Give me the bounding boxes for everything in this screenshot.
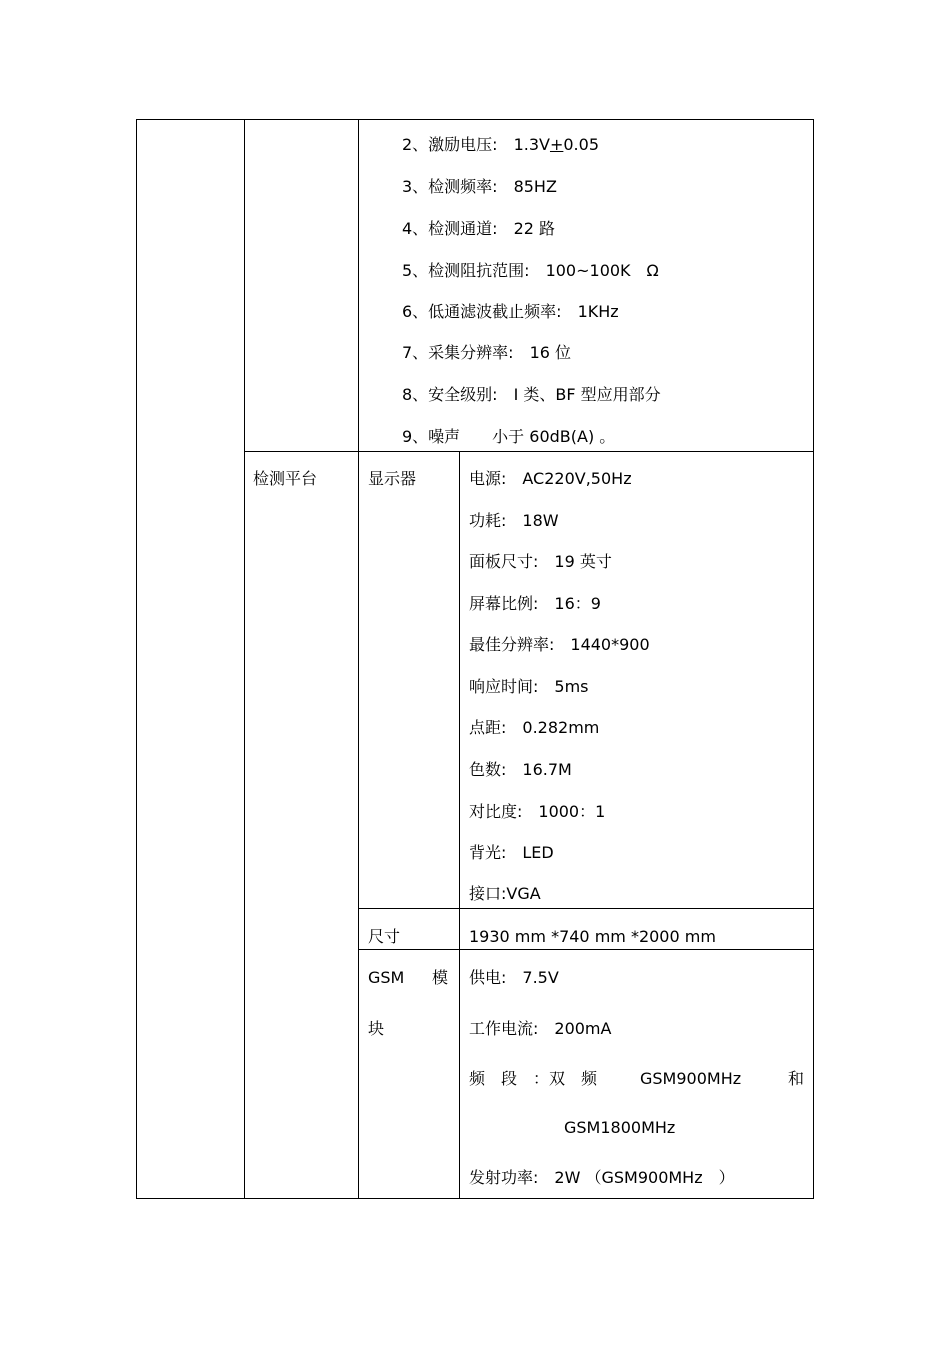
col-divider-1 [244,119,245,1199]
spec-detection-frequency: 3、检测频率: 85HZ [402,177,557,196]
size-value: 1930 mm *740 mm *2000 mm [469,927,716,946]
size-label: 尺寸 [368,927,401,946]
col-divider-2 [358,119,359,1199]
display-interface: 接口:VGA [469,884,541,903]
spec-safety-class: 8、安全级别: I 类、BF 型应用部分 [402,385,661,404]
row-divider-gsm [358,949,814,950]
spec-detection-channels: 4、检测通道: 22 路 [402,219,556,238]
spec-resolution: 7、采集分辨率: 16 位 [402,343,572,362]
gsm-working-current: 工作电流: 200mA [469,1019,612,1038]
gsm-band-prefix: 频 段 ：双 频 [469,1069,598,1088]
display-label: 显示器 [368,469,417,488]
spec-noise: 9、噪声 小于 60dB(A) 。 [402,427,616,446]
display-aspect-ratio: 屏幕比例: 16：9 [469,594,601,613]
display-panel-size: 面板尺寸: 19 英寸 [469,552,612,571]
platform-label: 检测平台 [253,469,318,488]
spec-excitation-voltage: 2、激励电压: 1.3V+0.05 [402,135,599,154]
display-dot-pitch: 点距: 0.282mm [469,718,600,737]
display-contrast: 对比度: 1000：1 [469,802,606,821]
display-consumption: 功耗: 18W [469,511,559,530]
display-backlight: 背光: LED [469,843,554,862]
display-power: 电源: AC220V,50Hz [469,469,632,488]
display-response-time: 响应时间: 5ms [469,677,589,696]
gsm-band-1800: GSM1800MHz [564,1118,676,1137]
spec-impedance-range: 5、检测阻抗范围: 100~100K Ω [402,261,659,280]
gsm-band-and: 和 [788,1069,805,1088]
gsm-tx-power: 发射功率: 2W （GSM900MHz ） [469,1168,735,1187]
row-divider-platform [244,451,814,452]
gsm-band-900: GSM900MHz [640,1069,742,1088]
row-divider-size [358,908,814,909]
gsm-label-gsm: GSM [368,968,405,987]
gsm-power-supply: 供电: 7.5V [469,968,559,987]
gsm-label-mo: 模 [432,968,449,987]
gsm-label-kuai: 块 [368,1019,385,1038]
display-colors: 色数: 16.7M [469,760,572,779]
display-best-resolution: 最佳分辨率: 1440*900 [469,635,650,654]
spec-lowpass-cutoff: 6、低通滤波截止频率: 1KHz [402,302,619,321]
col-divider-3 [459,451,460,1199]
